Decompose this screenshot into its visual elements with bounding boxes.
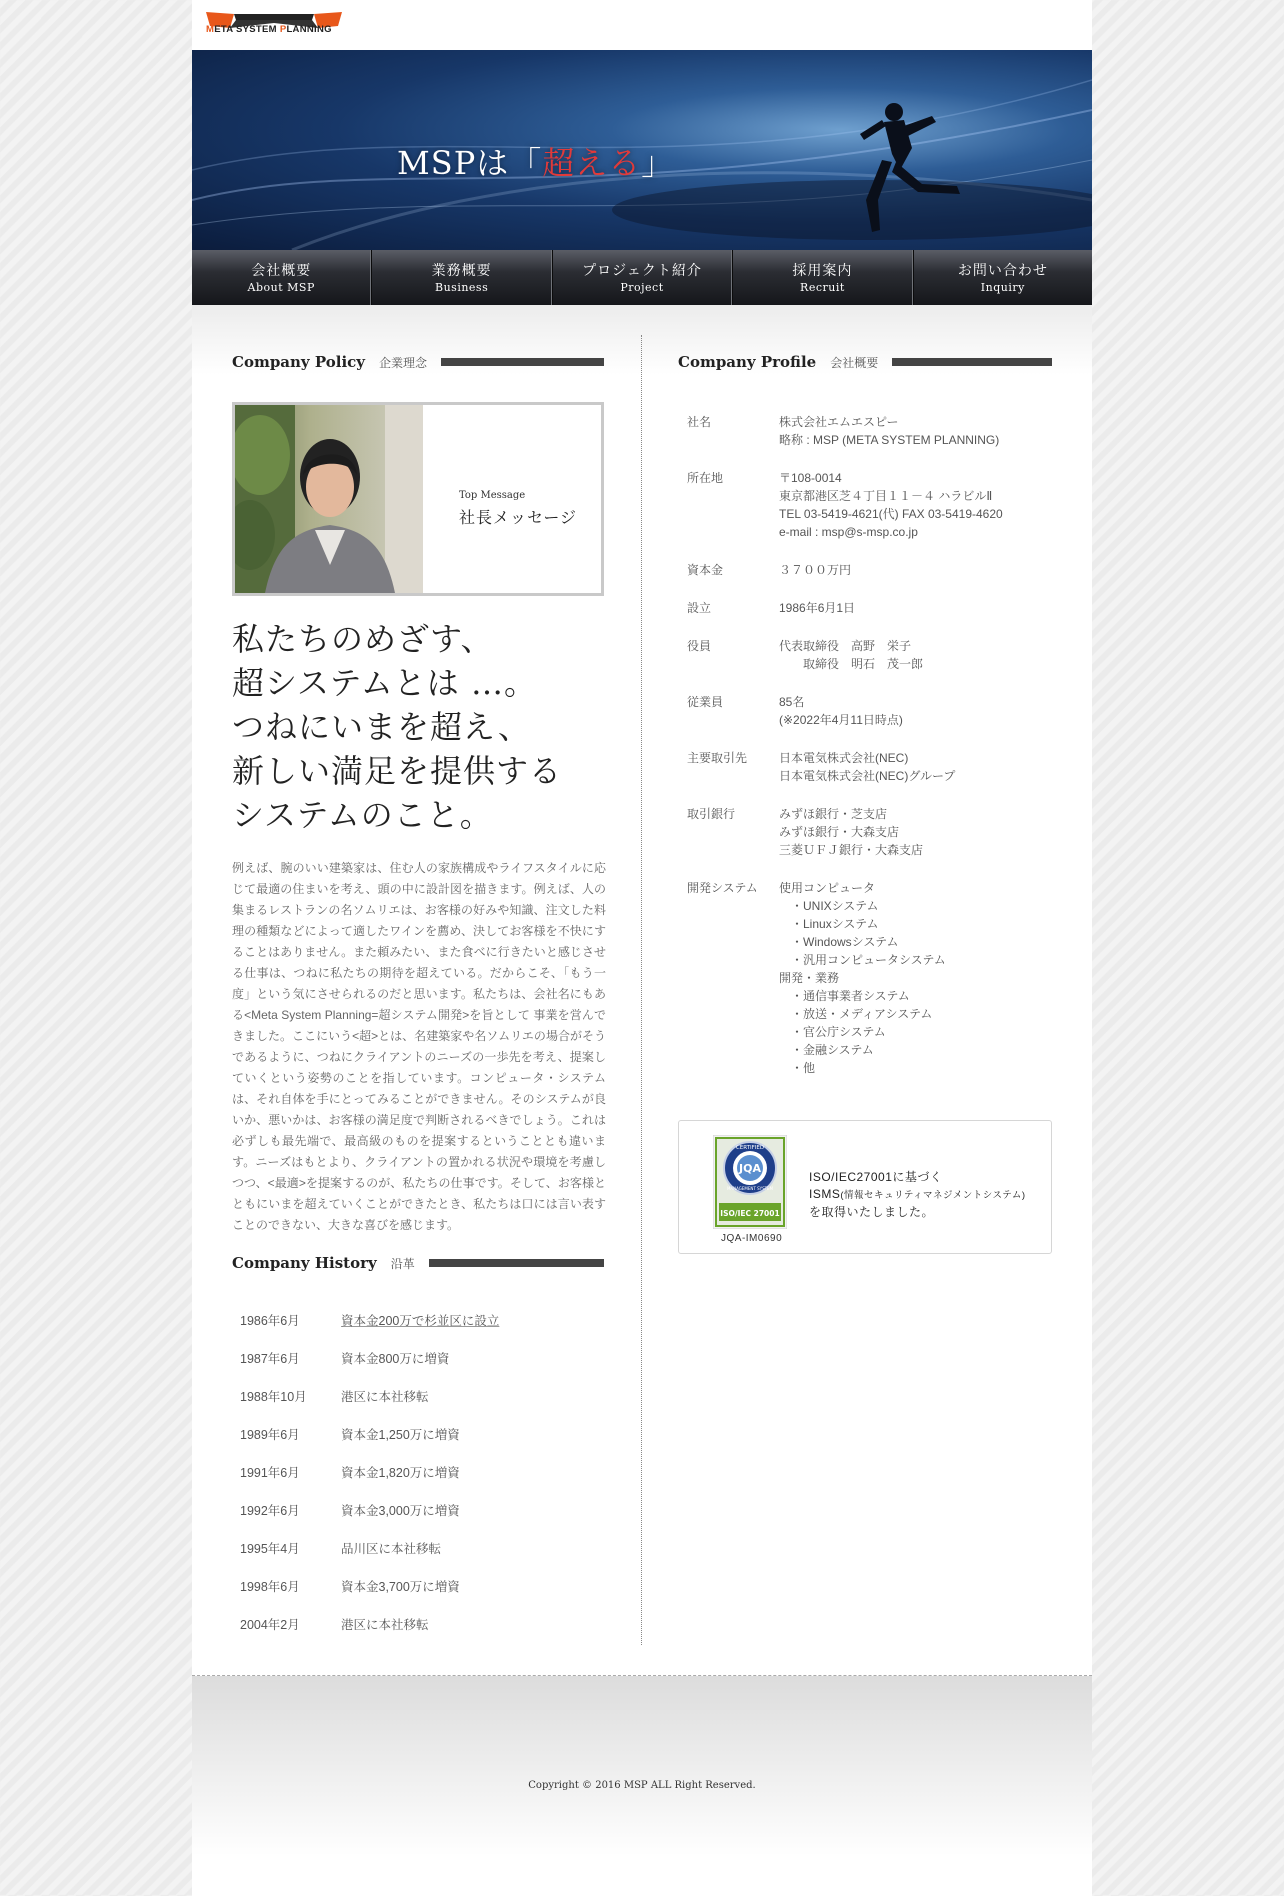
table-row (687, 693, 1067, 749)
table-row (240, 1615, 610, 1653)
nav-label-jp: 業務概要 (431, 263, 492, 279)
history-date: 1988年10月 (240, 1390, 307, 1404)
nav-label-jp: プロジェクト紹介 (582, 263, 702, 279)
history-date: 1995年4月 (240, 1542, 300, 1556)
top-message-link[interactable] (232, 402, 604, 596)
history-event: 資本金3,000万に増資 (341, 1504, 460, 1518)
iso-certification-box (678, 1120, 1052, 1254)
email-link[interactable]: e-mail : msp@s-msp.co.jp (779, 525, 918, 539)
table-row (687, 413, 1067, 469)
history-event: 資本金1,820万に増資 (341, 1466, 460, 1480)
iso-line: ISMS(情報セキュリティマネジメントシステム) (809, 1187, 1026, 1201)
svg-text:ISO/IEC 27001: ISO/IEC 27001 (720, 1209, 780, 1218)
iso-code: JQA-IM0690 (721, 1233, 783, 1244)
profile-line: 85名 (779, 695, 805, 709)
top-message-jp: 社長メッセージ (459, 508, 578, 527)
svg-text:MANAGEMENT SYSTEM: MANAGEMENT SYSTEM (726, 1186, 774, 1191)
profile-value (779, 749, 1067, 805)
history-date: 1986年6月 (240, 1314, 300, 1328)
history-event: 資本金200万で杉並区に設立 (341, 1314, 500, 1328)
history-heading (232, 1253, 604, 1273)
header (192, 0, 1092, 50)
profile-value (779, 561, 1067, 599)
profile-line: 代表取締役 高野 栄子 (779, 639, 912, 653)
nav-item-business[interactable] (371, 250, 551, 305)
heading-bar (441, 358, 604, 366)
table-row (687, 805, 1067, 879)
profile-line: ・UNIXシステム (779, 899, 879, 913)
profile-value (779, 599, 1067, 637)
nav-label-jp: 会社概要 (251, 263, 312, 279)
table-row (240, 1349, 610, 1387)
table-row (240, 1463, 610, 1501)
nav-label-en: Inquiry (980, 281, 1025, 294)
profile-line: みずほ銀行・芝支店 (779, 807, 888, 821)
profile-line: 三菱ＵＦＪ銀行・大森支店 (779, 843, 924, 857)
iso-line: を取得いたしました。 (809, 1205, 935, 1219)
heading-bar (892, 358, 1052, 366)
profile-value (779, 879, 1067, 1077)
profile-line: ・金融システム (779, 1043, 874, 1057)
svg-text:CERTIFIED: CERTIFIED (735, 1145, 765, 1151)
profile-line: 日本電気株式会社(NEC)グループ (779, 769, 956, 783)
profile-label: 所在地 (687, 471, 724, 485)
profile-line: ・通信事業者システム (779, 989, 910, 1003)
history-heading-jp: 沿革 (390, 1256, 415, 1271)
history-heading-en: Company History (232, 1254, 377, 1272)
profile-line: ・放送・メディアシステム (779, 1007, 933, 1021)
policy-heading (232, 352, 604, 372)
profile-label: 主要取引先 (687, 751, 748, 765)
column-divider (641, 335, 642, 1645)
profile-line: ・官公庁システム (779, 1025, 886, 1039)
policy-catchphrase (232, 617, 612, 837)
history-date: 1998年6月 (240, 1580, 300, 1594)
nav-item-recruit[interactable] (732, 250, 912, 305)
history-date: 1987年6月 (240, 1352, 300, 1366)
iso-line: ISO/IEC27001に基づく (809, 1170, 943, 1184)
profile-line: ・他 (779, 1061, 816, 1075)
profile-value (779, 805, 1067, 879)
profile-table (687, 413, 1067, 1077)
main-nav (192, 250, 1092, 305)
profile-line: 株式会社エムエスピー (779, 415, 899, 429)
page (192, 0, 1092, 1895)
president-portrait-icon (235, 405, 423, 593)
history-date: 1991年6月 (240, 1466, 300, 1480)
profile-line: ・Linuxシステム (779, 917, 879, 931)
profile-line: 使用コンピュータ (779, 881, 876, 895)
iso-description (809, 1169, 1026, 1221)
nav-label-en: Recruit (800, 281, 845, 294)
history-date: 1989年6月 (240, 1428, 300, 1442)
profile-line: ・汎用コンピュータシステム (779, 953, 946, 967)
table-row (687, 637, 1067, 693)
policy-heading-en: Company Policy (232, 353, 365, 371)
profile-line: 取締役 明石 茂一郎 (779, 657, 924, 671)
history-event: 品川区に本社移転 (341, 1542, 442, 1556)
heading-bar (429, 1259, 604, 1267)
svg-text:JQA: JQA (739, 1162, 761, 1175)
nav-label-en: Business (435, 281, 489, 294)
nav-item-about[interactable] (192, 250, 371, 305)
profile-line: 略称 : MSP (META SYSTEM PLANNING) (779, 433, 1000, 447)
policy-heading-jp: 企業理念 (379, 355, 428, 370)
profile-label: 社名 (687, 415, 712, 429)
profile-value (779, 693, 1067, 749)
nav-item-project[interactable] (552, 250, 732, 305)
table-row (240, 1425, 610, 1463)
profile-line: (※2022年4月11日時点) (779, 713, 903, 727)
history-event: 資本金800万に増資 (341, 1352, 450, 1366)
table-row (687, 879, 1067, 1077)
catch-line: つねにいまを超え、 (232, 708, 531, 746)
policy-body-text: 例えば、腕のいい建築家は、住む人の家族構成やライフスタイルに応じて最適の住まいを考え、頭の中に設計図を描きます。例えば、人の集まるレストランの名ソムリエは、お客様の好みや知識、注文した料理の種類などによって適したワインを薦め、決してお客様を不快にすることはありません。また頼みたい、また食べに行きたいと感じさせる仕事は、つねに私たちの期待を超えている。だからこそ、「もう一度」という気にさせられるのだと思います。私たちは、会社名にもある<Meta System Planning=超システム開発>を旨として 事業を営んできました。ここにいう<超>とは、名建築家や名ソムリエの場合がそうであるように、つねにクライアントのニーズの一歩先を考え、提案していくという姿勢のことを指しています。コンピュータ・システムは、それ自体を手にとってみることができません。そのシステムが良いか、悪いかは、お客様の満足度で判断されるべきでしょう。これは必ずしも最先端で、最高級のものを提案するということとも違います。ニーズはもとより、クライアントの置かれる状況や環境を考慮しつつ、<最適>を提案するのが、私たちの仕事です。そして、お客様とともにいまを超えていくことができたとき、私たちは口には言い表すことのできない、大きな喜びを感じます。 (232, 861, 606, 1232)
table-row (240, 1539, 610, 1577)
profile-line: 東京都港区芝４丁目１１－４ ハラビルⅡ (779, 489, 993, 503)
table-row (240, 1387, 610, 1425)
profile-value (779, 469, 1067, 561)
nav-label-en: About MSP (247, 281, 315, 294)
profile-line: 日本電気株式会社(NEC) (779, 751, 909, 765)
hero-banner (192, 50, 1092, 250)
history-event: 港区に本社移転 (341, 1618, 429, 1632)
top-message-en: Top Message (459, 490, 526, 501)
catch-line: 超システムとは …。 (232, 664, 537, 702)
profile-label: 役員 (687, 639, 712, 653)
main-content (192, 305, 1092, 1675)
profile-value (779, 413, 1067, 469)
table-row (687, 561, 1067, 599)
history-event: 港区に本社移転 (341, 1390, 429, 1404)
history-event: 資本金1,250万に増資 (341, 1428, 460, 1442)
profile-line: 〒108-0014 (779, 471, 842, 485)
footer (192, 1675, 1092, 1896)
profile-label: 従業員 (687, 695, 724, 709)
profile-line: ３７００万円 (779, 563, 852, 577)
catch-line: 私たちのめざす、 (232, 620, 494, 658)
table-row (687, 599, 1067, 637)
profile-line: みずほ銀行・大森支店 (779, 825, 900, 839)
history-event: 資本金3,700万に増資 (341, 1580, 460, 1594)
profile-line: ・Windowsシステム (779, 935, 899, 949)
table-row (240, 1311, 610, 1349)
profile-line: 開発・業務 (779, 971, 840, 985)
profile-line: TEL 03-5419-4621(代) FAX 03-5419-4620 (779, 507, 1003, 521)
catch-line: 新しい満足を提供する (232, 752, 563, 790)
nav-item-inquiry[interactable] (913, 250, 1092, 305)
table-row (687, 749, 1067, 805)
table-row (240, 1577, 610, 1615)
nav-label-jp: 採用案内 (792, 263, 853, 279)
president-photo (235, 405, 423, 593)
profile-heading-en: Company Profile (678, 353, 817, 371)
table-row (240, 1501, 610, 1539)
profile-heading (678, 352, 1052, 372)
copyright-text: Copyright © 2016 MSP ALL Right Reserved. (528, 1780, 756, 1791)
profile-line: 1986年6月1日 (779, 601, 856, 615)
profile-label: 設立 (687, 601, 712, 615)
nav-label-jp: お問い合わせ (957, 263, 1048, 279)
history-table (240, 1311, 610, 1653)
profile-label: 資本金 (687, 563, 724, 577)
profile-value (779, 637, 1067, 693)
history-date: 1992年6月 (240, 1504, 300, 1518)
profile-label: 開発システム (687, 881, 758, 895)
isms-certification-badge-icon (713, 1135, 787, 1229)
logo-text: META SYSTEM PLANNING (206, 24, 332, 35)
table-row (687, 469, 1067, 561)
catch-line: システムのこと。 (232, 796, 493, 834)
nav-label-en: Project (620, 281, 664, 294)
hero-title: MSPは「超える」 (397, 144, 675, 182)
profile-heading-jp: 会社概要 (830, 355, 879, 370)
profile-label: 取引銀行 (687, 807, 736, 821)
history-date: 2004年2月 (240, 1618, 300, 1632)
